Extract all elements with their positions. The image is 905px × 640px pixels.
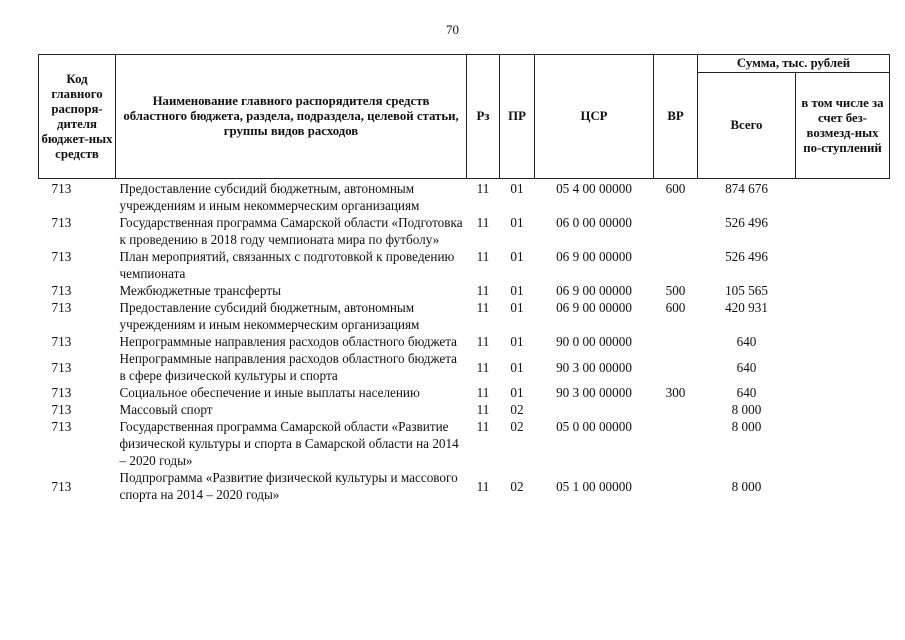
table-row	[39, 333, 890, 350]
table-row	[39, 418, 890, 469]
cell-name: Непрограммные направления расходов областного бюджета в сфере физической культуры и спорта	[119, 351, 458, 383]
cell-vr	[654, 469, 698, 503]
header-name: Наименование главного распорядителя средств областного бюджета, раздела, подраздела, целевой статьи, группы видов расходов	[116, 55, 467, 179]
cell-code: 713	[51, 181, 72, 196]
cell-rz: 11	[476, 419, 490, 434]
cell-rz: 11	[476, 359, 490, 375]
cell-gratuitous	[796, 299, 890, 333]
cell-rz: 11	[476, 478, 490, 494]
cell-csr: 06 0 00 00000	[556, 215, 632, 230]
header-gratuitous: в том числе за счет без-возмезд-ных по-ступлений	[796, 73, 890, 179]
cell-rz: 11	[476, 300, 490, 315]
header-sum-group: Сумма, тыс. рублей	[698, 55, 890, 73]
cell-gratuitous	[796, 350, 890, 384]
cell-code: 713	[51, 215, 72, 230]
page-number: 70	[446, 22, 459, 37]
cell-csr: 06 9 00 00000	[556, 300, 632, 315]
table-row	[39, 384, 890, 401]
cell-pr: 02	[510, 478, 524, 494]
cell-total: 8 000	[731, 478, 762, 494]
cell-total: 640	[736, 385, 757, 400]
cell-vr: 600	[665, 300, 686, 315]
header-csr: ЦСР	[535, 55, 654, 179]
table-row	[39, 214, 890, 248]
cell-csr: 06 9 00 00000	[556, 249, 632, 264]
cell-csr: 05 1 00 00000	[556, 478, 632, 494]
cell-name: Предоставление субсидий бюджетным, автономным учреждениям и иным некоммерческим организациям	[119, 300, 420, 332]
cell-name: План мероприятий, связанных с подготовкой к проведению чемпионата	[119, 249, 455, 281]
cell-gratuitous	[796, 384, 890, 401]
cell-csr: 06 9 00 00000	[556, 283, 632, 298]
header-vr: ВР	[654, 55, 698, 179]
cell-vr: 500	[665, 283, 686, 298]
cell-pr: 01	[510, 283, 524, 298]
cell-code: 713	[51, 334, 72, 349]
cell-name: Непрограммные направления расходов областного бюджета	[119, 334, 458, 349]
cell-vr	[654, 333, 698, 350]
cell-pr: 01	[510, 300, 524, 315]
cell-rz: 11	[476, 385, 490, 400]
cell-pr: 01	[510, 334, 524, 349]
cell-rz: 11	[476, 181, 490, 196]
cell-pr: 01	[510, 249, 524, 264]
header-pr: ПР	[500, 55, 535, 179]
cell-rz: 11	[476, 215, 490, 230]
cell-vr	[654, 401, 698, 418]
cell-pr: 01	[510, 359, 524, 375]
cell-code: 713	[51, 283, 72, 298]
cell-total: 105 565	[725, 283, 768, 298]
cell-csr: 90 3 00 00000	[556, 359, 632, 375]
cell-total: 526 496	[725, 249, 768, 264]
cell-pr: 01	[510, 215, 524, 230]
cell-gratuitous	[796, 248, 890, 282]
cell-total: 8 000	[731, 419, 762, 434]
cell-name: Межбюджетные трансферты	[119, 283, 281, 298]
cell-total: 874 676	[725, 181, 768, 196]
cell-code: 713	[51, 385, 72, 400]
cell-total: 640	[736, 334, 757, 349]
cell-code: 713	[51, 300, 72, 315]
table-row	[39, 469, 890, 503]
cell-code: 713	[51, 359, 72, 375]
cell-gratuitous	[796, 282, 890, 299]
cell-pr: 01	[510, 385, 524, 400]
cell-gratuitous	[796, 179, 890, 215]
cell-total: 640	[736, 359, 757, 375]
cell-name: Социальное обеспечение и иные выплаты населению	[119, 385, 420, 400]
cell-name: Массовый спорт	[119, 402, 213, 417]
table-row	[39, 248, 890, 282]
cell-name: Государственная программа Самарской области «Развитие физической культуры и спорта в Самарской области на 2014 – 2020 годы»	[119, 419, 459, 468]
cell-code: 713	[51, 478, 72, 494]
cell-code: 713	[51, 402, 72, 417]
cell-gratuitous	[796, 418, 890, 469]
cell-pr: 02	[510, 419, 524, 434]
cell-gratuitous	[796, 469, 890, 503]
cell-vr	[654, 350, 698, 384]
cell-csr	[535, 401, 654, 418]
cell-rz: 11	[476, 249, 490, 264]
cell-total: 526 496	[725, 215, 768, 230]
table-row	[39, 179, 890, 215]
cell-gratuitous	[796, 214, 890, 248]
cell-csr: 90 0 00 00000	[556, 334, 632, 349]
header-rz: Рз	[467, 55, 500, 179]
cell-total: 420 931	[725, 300, 768, 315]
cell-rz: 11	[476, 334, 490, 349]
cell-csr: 05 0 00 00000	[556, 419, 632, 434]
cell-vr: 300	[665, 385, 686, 400]
table-row	[39, 282, 890, 299]
cell-name: Подпрограмма «Развитие физической культуры и массового спорта на 2014 – 2020 годы»	[119, 470, 458, 502]
cell-gratuitous	[796, 333, 890, 350]
cell-csr: 90 3 00 00000	[556, 385, 632, 400]
cell-vr	[654, 248, 698, 282]
cell-vr	[654, 418, 698, 469]
cell-vr: 600	[665, 181, 686, 196]
cell-pr: 01	[510, 181, 524, 196]
cell-pr: 02	[510, 402, 524, 417]
cell-rz: 11	[476, 283, 490, 298]
table-row	[39, 299, 890, 333]
cell-vr	[654, 214, 698, 248]
header-total: Всего	[698, 73, 796, 179]
cell-csr: 05 4 00 00000	[556, 181, 632, 196]
cell-gratuitous	[796, 401, 890, 418]
cell-total: 8 000	[731, 402, 762, 417]
budget-table	[38, 54, 890, 503]
table-row	[39, 401, 890, 418]
cell-rz: 11	[476, 402, 490, 417]
table-row	[39, 350, 890, 384]
cell-name: Предоставление субсидий бюджетным, автономным учреждениям и иным некоммерческим организациям	[119, 181, 420, 213]
cell-name: Государственная программа Самарской области «Подготовка к проведению в 2018 году чемпионата мира по футболу»	[119, 215, 463, 247]
cell-code: 713	[51, 419, 72, 434]
header-code: Код главного распоря-дителя бюджет-ных средств	[39, 55, 116, 179]
cell-code: 713	[51, 249, 72, 264]
